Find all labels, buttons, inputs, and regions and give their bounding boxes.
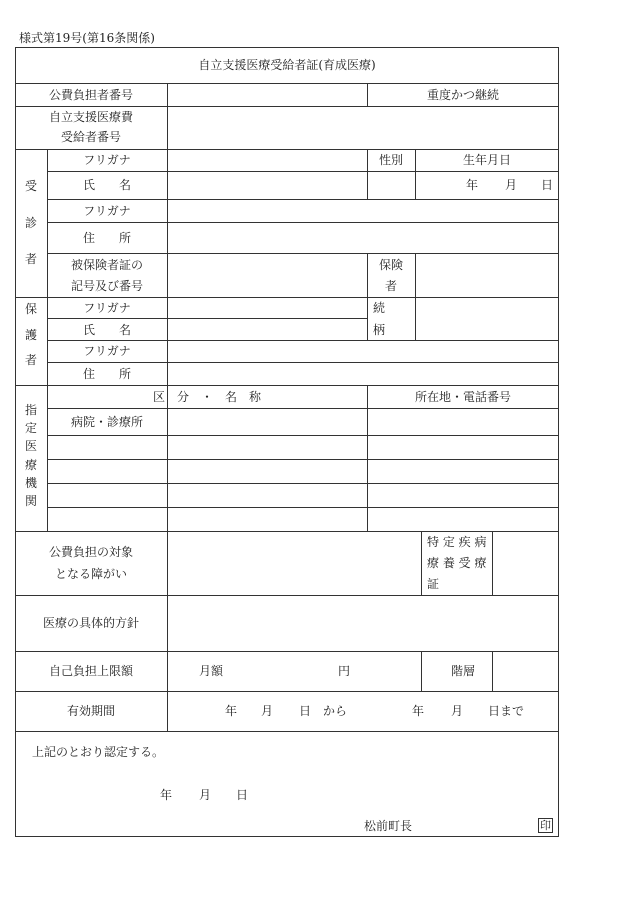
yen-label: 円 — [338, 664, 351, 678]
rule — [15, 531, 559, 532]
patient-furigana2-label: フリガナ — [83, 204, 131, 218]
relation-label-line2: 柄 — [373, 323, 386, 337]
issue-day-label: 日 — [236, 788, 249, 802]
rule — [167, 149, 168, 531]
seal-mark: 印 — [540, 819, 551, 832]
certificate-title: 自立支援医療受給者証(育成医療) — [198, 58, 376, 72]
validity-from-year: 年 — [225, 704, 238, 718]
rule — [167, 83, 168, 149]
patient-furigana-label: フリガナ — [83, 153, 131, 167]
rule — [47, 507, 559, 508]
treatment-policy-label: 医療の具体的方針 — [42, 616, 140, 630]
validity-to-year: 年 — [412, 704, 425, 718]
validity-from-day: 日 — [299, 704, 312, 718]
issue-month-label: 月 — [199, 788, 212, 802]
rule — [47, 199, 559, 200]
guardian-furigana2-label: フリガナ — [83, 344, 131, 358]
target-disability-label-line1: 公費負担の対象 — [48, 545, 134, 559]
category-name-header: 区 分 ・ 名 称 — [152, 390, 262, 404]
form-number-label: 様式第19号(第16条関係) — [19, 31, 155, 45]
rule — [47, 362, 559, 363]
rule — [47, 483, 559, 484]
relation-label-line1: 続 — [373, 301, 386, 315]
rule — [15, 106, 559, 107]
validity-from-suffix: から — [323, 704, 348, 718]
validity-label: 有効期間 — [66, 704, 116, 718]
birth-day-label: 日 — [541, 178, 554, 192]
rule — [15, 691, 559, 692]
rule — [415, 297, 416, 340]
rule — [421, 651, 422, 691]
rule — [47, 340, 559, 341]
rule — [15, 149, 559, 150]
insurer-label-line2: 者 — [384, 279, 398, 293]
rule — [47, 459, 559, 460]
institution-section-label: 関 — [24, 494, 38, 508]
specific-disease-label-line2: 療 養 受 療 — [427, 556, 487, 570]
patient-section-label: 受 — [24, 179, 38, 193]
certification-statement: 上記のとおり認定する。 — [32, 745, 165, 759]
rule — [47, 435, 559, 436]
rule — [367, 253, 368, 297]
guardian-name-label: 氏 名 — [82, 323, 132, 337]
rule — [15, 651, 559, 652]
rule — [47, 149, 48, 531]
specific-disease-label-line1: 特 定 疾 病 — [427, 535, 487, 549]
rule — [15, 297, 559, 298]
institution-section-label: 機 — [24, 476, 38, 490]
patient-section-label: 診 — [24, 216, 38, 230]
rule — [421, 531, 422, 595]
rule — [367, 297, 368, 340]
rule — [47, 171, 559, 172]
recipient-number-label-line1: 自立支援医療費 — [48, 110, 134, 124]
patient-name-label: 氏 名 — [82, 178, 132, 192]
institution-section-label: 指 — [24, 403, 38, 417]
mayor-label: 松前町長 — [364, 819, 413, 833]
target-disability-label-line2: となる障がい — [54, 567, 128, 581]
rule — [47, 253, 559, 254]
gender-label: 性別 — [378, 153, 404, 167]
rule — [492, 651, 493, 691]
guardian-section-label: 者 — [24, 353, 38, 367]
patient-address-label: 住 所 — [82, 231, 132, 245]
severe-continuous-label: 重度かつ継続 — [426, 88, 500, 102]
institution-section-label: 定 — [24, 421, 38, 435]
birth-month-label: 月 — [505, 178, 518, 192]
validity-from-month: 月 — [261, 704, 274, 718]
rule — [15, 595, 559, 596]
specific-disease-label-line3: 証 — [427, 577, 440, 591]
validity-to-day: 日まで — [488, 704, 525, 718]
rule — [492, 531, 493, 595]
rule — [15, 83, 559, 84]
recipient-number-label-line2: 受給者番号 — [60, 130, 122, 144]
hospital-clinic-label: 病院・診療所 — [70, 415, 144, 429]
guardian-address-label: 住 所 — [82, 367, 132, 381]
guardian-furigana-label: フリガナ — [83, 301, 131, 315]
guardian-section-label: 保 — [24, 302, 38, 316]
rule — [415, 149, 416, 171]
rule — [415, 171, 416, 199]
insurance-card-label-line1: 被保険者証の — [70, 258, 144, 272]
rule — [367, 385, 368, 531]
insurance-card-label-line2: 記号及び番号 — [70, 279, 144, 293]
tier-label: 階層 — [450, 664, 476, 678]
rule — [167, 531, 168, 731]
birth-year-label: 年 — [466, 178, 479, 192]
copay-limit-label: 自己負担上限額 — [48, 664, 134, 678]
rule — [47, 222, 559, 223]
patient-section-label: 者 — [24, 252, 38, 266]
public-burden-number-label: 公費負担者番号 — [48, 88, 134, 102]
institution-section-label: 医 — [24, 439, 38, 453]
validity-to-month: 月 — [451, 704, 464, 718]
rule — [415, 253, 416, 297]
institution-section-label: 療 — [24, 458, 38, 472]
rule — [15, 731, 559, 732]
rule — [47, 408, 559, 409]
rule — [47, 318, 367, 319]
issue-year-label: 年 — [160, 788, 173, 802]
birth-date-label: 生年月日 — [462, 153, 512, 167]
rule — [367, 83, 368, 106]
monthly-label: 月額 — [199, 664, 224, 678]
guardian-section-label: 護 — [24, 328, 38, 342]
insurer-label-line1: 保険 — [378, 258, 404, 272]
rule — [15, 385, 559, 386]
location-phone-header: 所在地・電話番号 — [414, 390, 512, 404]
rule — [367, 149, 368, 199]
